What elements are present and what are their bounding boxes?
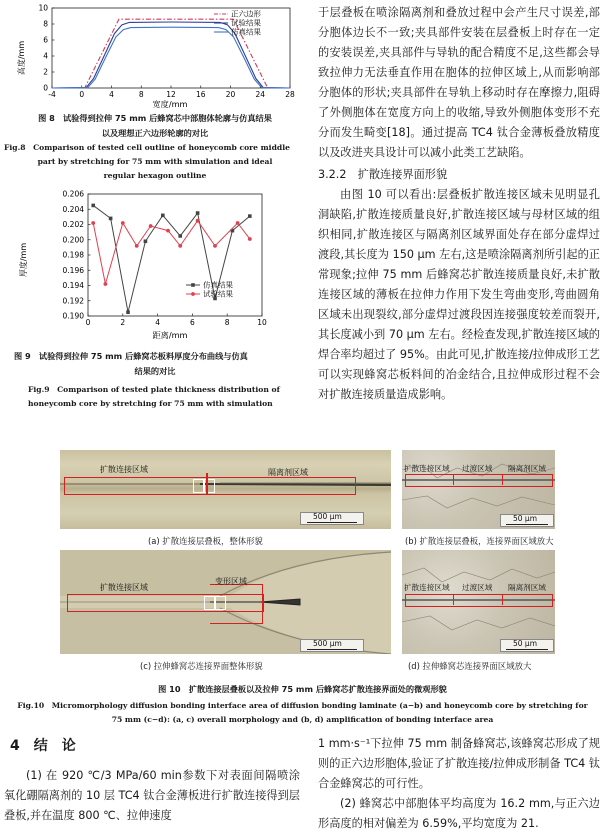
fig9-chart [0, 188, 300, 340]
fig9-legend-marker-0 [191, 283, 195, 287]
fig9-point-0 [248, 214, 252, 218]
fig8-xtick-label: 12 [166, 90, 176, 99]
fig9-legend-label-1: 试验结果 [203, 289, 233, 299]
fig10-d-scalebar: 50 μm [500, 639, 554, 652]
fig9-point-0 [109, 217, 113, 221]
fig10-b-scalebar: 50 μm [500, 514, 554, 527]
fig9-ytick-label: 0.190 [62, 311, 84, 321]
fig10-a-label-isolation: 隔离剂区域 [268, 468, 308, 477]
fig9-ytick-label: 0.196 [62, 265, 84, 275]
conclusion-right-col [318, 734, 600, 834]
right-para-2: 由图 10 可以看出:层叠板扩散连接区域未见明显孔洞缺陷,扩散连接质量良好,扩散连接区域与母材区域的组织相同,扩散连接区与隔离剂区域界面处存在部分虚焊过渡段,其长度为 150 μm 左右,这是喷涂隔离剂所引起的正常现象;拉伸 75 mm 后蜂窝芯扩散连接质量良好,未扩散连接区域的薄板在拉伸力作用下发生弯曲变形,弯曲圆角区域未出现裂纹,部分虚焊过渡段因连接强度较差而裂开,其长度减小到 70 μm 左右。经检查发现,扩散连接区域的焊合率均超过了 95%。由此可见,扩散连接/拉伸成形工艺可以实现蜂窝芯板料间的冶金结合,且拉伸成形过程不会对扩散连接质量造成影响。 [318, 188, 600, 401]
fig9-point-1 [135, 244, 139, 248]
fig10-c-label-bonding: 扩散连接区域 [100, 583, 148, 592]
fig10-a-label-bonding: 扩散连接区域 [100, 465, 148, 474]
fig10-panel-d-caption: (d) 拉伸蜂窝芯连接界面区域放大 [408, 661, 532, 671]
fig9-ytick-label: 0.198 [62, 250, 84, 260]
fig9-point-0 [144, 239, 148, 243]
fig8-xtick-label: 20 [225, 90, 236, 99]
fig8-ytick-label: 10 [38, 3, 48, 13]
fig10-caption-en-1: Fig.10 Micromorphology diffusion bonding interface area of diffusion bonding laminate (a−b) and honeycomb core by stretching for [17, 701, 588, 710]
fig9-point-1 [121, 221, 125, 225]
fig10-caption-en-2: 75 mm (c−d): (a, c) overall morphology and (b, d) amplification of bonding interface area [111, 715, 494, 724]
fig10-d-label-isolation: 隔离剂区域 [508, 583, 546, 592]
fig9-ytick-label: 0.192 [62, 296, 84, 306]
fig8-caption-en-3: regular hexagon outline [103, 171, 207, 180]
fig9-xtick-label: 2 [120, 318, 126, 327]
fig10-panel-a-caption: (a) 扩散连接层叠板，整体形貌 [148, 536, 263, 546]
fig9-xtick-label: 6 [190, 318, 195, 327]
fig8-legend-label-1: 试验结果 [231, 18, 261, 28]
fig8-xtick-label: 8 [138, 90, 144, 99]
fig8-ylabel: 高度/mm [17, 40, 26, 76]
fig8-legend-label-2: 仿真结果 [231, 27, 261, 37]
fig8-ytick-label: 0 [43, 83, 48, 93]
fig9-xtick-label: 10 [257, 318, 267, 327]
fig8-ytick-label: 4 [43, 51, 48, 61]
conclusion-left-para: (1) 在 920 ℃/3 MPa/60 min参数下对表面间隔喷涂氧化硼隔离剂的 10 层 TC4 钛合金薄板进行扩散连接得到层叠板,并在温度 800 ℃、拉伸速度 [4, 769, 300, 822]
fig9-point-1 [149, 224, 153, 228]
fig8-caption-zh-1: 图 8 试验得到拉伸 75 mm 后蜂窝芯中部胞体轮廓与仿真结果 [38, 113, 272, 123]
fig8-xtick-label: 0 [79, 90, 85, 99]
fig10-caption [0, 682, 605, 727]
fig9-xtick-label: 8 [224, 318, 230, 327]
fig9-point-0 [178, 234, 182, 238]
fig10-panel-c-caption: (c) 拉伸蜂窝芯连接界面整体形貌 [140, 661, 263, 671]
fig10-b-label-transition: 过渡区域 [462, 464, 493, 473]
fig8-xtick-label: 16 [195, 90, 206, 99]
fig9-ylabel: 厚度/mm [19, 242, 28, 278]
fig9-xtick-label: 4 [155, 318, 160, 327]
fig9-xlabel: 距离/mm [152, 330, 188, 340]
fig9-ytick-label: 0.206 [62, 189, 84, 199]
fig9-legend-label-0: 仿真结果 [203, 280, 233, 290]
conclusion-heading: 4 结 论 [10, 738, 76, 754]
fig9-legend-marker-1 [191, 292, 195, 296]
fig9-caption-en-1: Fig.9 Comparison of tested plate thickness distribution of [28, 385, 280, 394]
fig9-ytick-label: 0.194 [62, 281, 84, 291]
fig8-xlabel: 宽度/mm [152, 99, 188, 109]
fig9-ytick-label: 0.204 [62, 204, 84, 214]
fig10-d-label-bonding: 扩散连接区域 [404, 583, 450, 592]
conclusion-right-para-2: (2) 蜂窝芯中部胞体平均高度为 16.2 mm,与正六边形高度的相对偏差为 6.59%,平均宽度为 21. [318, 797, 600, 830]
fig10-c-scalebar: 500 μm [300, 639, 364, 652]
fig10-panel-a-image [60, 450, 391, 529]
fig9-point-1 [166, 229, 170, 233]
fig10-panel-d-image [402, 550, 555, 654]
section-heading-3-2-2: 3.2.2 扩散连接界面形貌 [318, 168, 448, 181]
fig8-caption [0, 111, 310, 183]
fig10-a-scalebar: 500 μm [300, 512, 364, 525]
fig9-point-0 [126, 310, 130, 314]
fig10-d-label-transition: 过渡区域 [462, 583, 493, 592]
fig10-panel-b-image [402, 450, 555, 529]
right-para-1: 于层叠板在喷涂隔离剂和叠放过程中会产生尺寸误差,部分胞体边长不一致;夹具部件安装在层叠板上时存在一定的安装误差,夹具部件与导轨的配合精度不足,这些都会导致拉伸力无法垂直作用在胞体的拉伸区域上,从而影响部分胞体的形状;夹具部件在导轨上移动时存在摩擦力,阻碍了外侧胞体在宽度方向上的收缩,导致外侧胞体变形不充分而发生畸变[18]。通过提高 TC4 钛合金薄板叠放精度以及改进夹具设计可以减小此类工艺缺陷。 [318, 6, 600, 159]
right-column-text [318, 3, 600, 405]
fig10-b-label-bonding: 扩散连接区域 [404, 464, 450, 473]
fig9-point-1 [213, 244, 217, 248]
conclusion-right-para-1: 1 mm·s⁻¹下拉伸 75 mm 制备蜂窝芯,该蜂窝芯形成了规则的正六边形胞体,验证了扩散连接/拉伸成形制备 TC4 钛合金蜂窝芯的可行性。 [318, 737, 600, 790]
fig8-xtick-label: 28 [285, 90, 295, 99]
fig9-point-0 [91, 204, 95, 208]
fig8-xtick-label: 4 [109, 90, 114, 99]
fig9-ytick-label: 0.200 [62, 235, 84, 245]
fig9-point-1 [104, 282, 108, 286]
fig8-ytick-label: 6 [43, 35, 48, 45]
fig10-panel-c-image [60, 550, 391, 654]
fig9-point-1 [248, 237, 252, 241]
fig10-b-label-isolation: 隔离剂区域 [508, 464, 546, 473]
fig8-caption-zh-2: 以及理想正六边形轮廓的对比 [101, 128, 209, 138]
fig10-caption-zh: 图 10 扩散连接层叠板以及拉伸 75 mm 后蜂窝芯扩散连接界面处的微观形貌 [158, 684, 447, 694]
fig9-point-1 [178, 244, 182, 248]
fig9-caption [0, 349, 310, 411]
fig10-c-label-deformation: 变形区域 [215, 577, 247, 586]
fig8-caption-en-1: Fig.8 Comparison of tested cell outline of honeycomb core middle [4, 143, 290, 152]
fig9-point-0 [196, 211, 200, 215]
fig8-caption-en-2: part by stretching for 75 mm with simulation and ideal [37, 157, 273, 166]
fig8-xtick-label: -4 [48, 90, 56, 99]
fig10-panel-b-caption: (b) 扩散连接层叠板，连接界面区域放大 [405, 536, 554, 546]
fig9-point-1 [236, 221, 240, 225]
fig9-point-1 [91, 221, 95, 225]
fig8-chart [0, 0, 300, 112]
fig8-ytick-label: 2 [43, 67, 48, 77]
fig9-xtick-label: 0 [85, 318, 91, 327]
fig8-xtick-label: 24 [255, 90, 266, 99]
fig9-ytick-label: 0.202 [62, 220, 84, 230]
fig9-point-1 [196, 219, 200, 223]
fig9-caption-zh-2: 结果的对比 [134, 366, 176, 376]
fig9-point-0 [161, 214, 165, 218]
fig9-caption-en-2: honeycomb core by stretching for 75 mm with simulation [28, 399, 273, 408]
fig8-legend-label-0: 正六边形 [231, 9, 261, 19]
fig9-caption-zh-1: 图 9 试验得到拉伸 75 mm 后蜂窝芯板料厚度分布曲线与仿真 [14, 351, 248, 361]
fig8-ytick-label: 8 [43, 19, 48, 29]
